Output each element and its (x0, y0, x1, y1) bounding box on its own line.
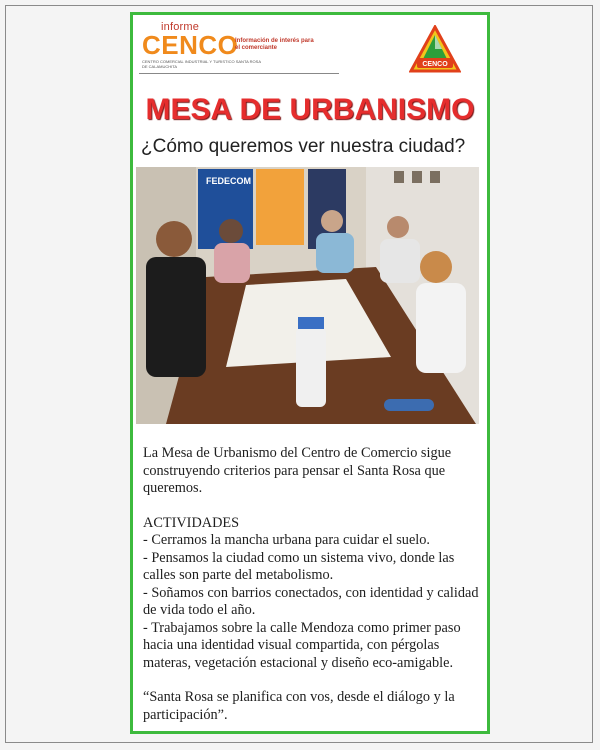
brand-subtitle: CENTRO COMERCIAL INDUSTRIAL Y TURISTICO SANTA ROSA DE CALAMUCHITA (142, 59, 261, 69)
activity-item: - Pensamos la ciudad como un sistema vivo, donde las calles son parte del metabolismo. (143, 549, 455, 583)
flyer-page (130, 12, 490, 734)
page-subtitle: ¿Cómo queremos ver nuestra ciudad? (141, 136, 466, 157)
header (133, 15, 487, 85)
activity-item: - Soñamos con barrios conectados, con identidad y calidad de vida todo el año. (143, 584, 479, 618)
meeting-scene (136, 167, 479, 424)
svg-text:CENCO: CENCO (422, 61, 448, 68)
brand-small-label: informe (161, 21, 200, 33)
cenco-logo-icon (409, 25, 461, 73)
article-intro: La Mesa de Urbanismo del Centro de Comercio sigue construyendo criterios para pensar el Santa Rosa que queremos. (143, 445, 452, 496)
activities-heading: ACTIVIDADES (143, 514, 240, 531)
activity-item: - Trabajamos sobre la calle Mendoza como primer paso hacia una identidad visual compartida, con pérgolas materas, vegetación estacional y diseño eco-amigable. (143, 619, 461, 671)
closing-quote: “Santa Rosa se planifica con vos, desde el diálogo y la participación”. (143, 689, 455, 723)
header-divider (139, 73, 339, 74)
article-body (143, 445, 479, 724)
brand-tagline: Información de interés para el comerciante (235, 38, 314, 51)
activity-item: - Cerramos la mancha urbana para cuidar el suelo. (143, 532, 430, 548)
brand-name: CENCO (142, 30, 239, 60)
page-title: MESA DE URBANISMO (145, 93, 475, 126)
fedecom-banner-label: FEDECOM (206, 176, 251, 186)
meeting-photo (136, 167, 479, 424)
